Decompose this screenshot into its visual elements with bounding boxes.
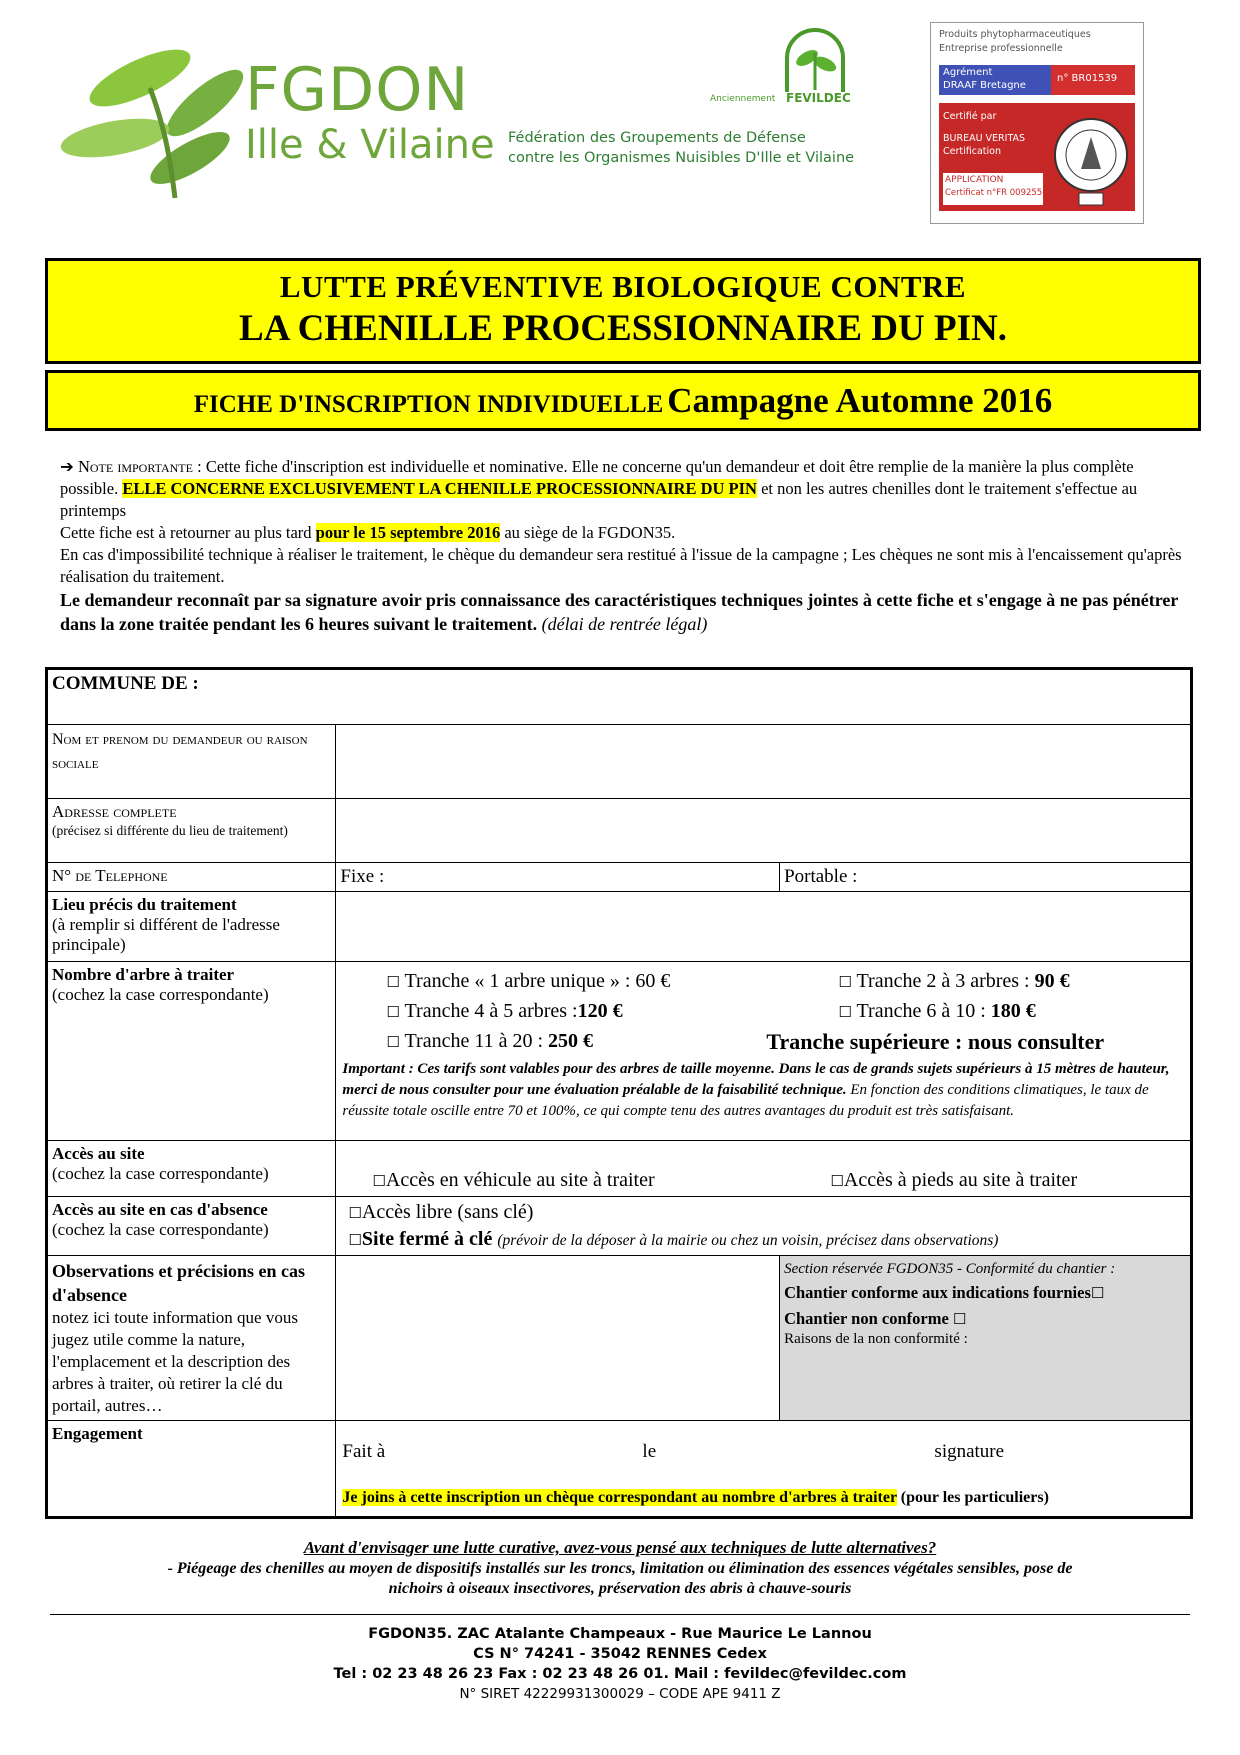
site-ferme-option[interactable] bbox=[348, 1228, 998, 1251]
cert-agrement: Agrément bbox=[943, 67, 993, 78]
cert-bv: BUREAU VERITAS bbox=[943, 133, 1026, 144]
fevildec-name: FEVILDEC bbox=[786, 91, 851, 105]
footer-siret: N° SIRET 42229931300029 – CODE APE 9411 Z bbox=[459, 1686, 781, 1702]
cert-number: n° BR01539 bbox=[1057, 73, 1118, 84]
acces-vehicule-label: Accès en véhicule au site à traiter bbox=[385, 1169, 655, 1191]
nombre-label-cell bbox=[47, 962, 336, 1141]
acces-cochez: (cochez la case correspondante) bbox=[52, 1164, 269, 1183]
important-italic: En fonction des conditions climatiques, le taux de réussite totale oscille entre 70 et 100%, ce qui compte tenu des autres avantages du produit est très satisfaisant. bbox=[342, 1082, 1149, 1119]
site-ferme-label: Site fermé à clé bbox=[361, 1228, 493, 1250]
tranche-2-option[interactable] bbox=[838, 970, 1069, 993]
note-text-2: et non les autres chenilles dont le traitement s'effectue au printemps bbox=[60, 479, 1138, 520]
observations-label: Observations et précisions en cas d'absence bbox=[52, 1261, 305, 1305]
title-line-2: LA CHENILLE PROCESSIONNAIRE DU PIN. bbox=[239, 308, 1007, 349]
commune-label: COMMUNE DE : bbox=[52, 673, 199, 694]
nombre-row bbox=[47, 962, 1192, 1141]
important-bold: Important : Ces tarifs sont valables pour des arbres de taille moyenne. Dans le cas de grands sujets supérieurs à 15 mètres de hauteur, merci de nous consulter pour une évaluation préalable de la faisabilité technique. bbox=[342, 1061, 1170, 1098]
alternative-line-2: nichoirs à oiseaux insectivores, préservation des abris à chauve-souris bbox=[388, 1580, 852, 1597]
cert-certification: Certification bbox=[943, 146, 1001, 157]
inscription-form bbox=[45, 667, 1193, 1519]
logo-subtitle: Ille & Vilaine bbox=[245, 122, 495, 168]
cert-red-band bbox=[939, 103, 1135, 211]
fevildec-arch-icon bbox=[782, 28, 848, 94]
engagement-italic: (délai de rentrée légal) bbox=[541, 614, 708, 634]
absence-label: Accès au site en cas d'absence bbox=[52, 1200, 268, 1219]
tranche-5-price: 250 € bbox=[548, 1030, 594, 1052]
important-note bbox=[342, 1059, 1182, 1122]
nom-input[interactable] bbox=[336, 725, 1192, 799]
absence-cochez: (cochez la case correspondante) bbox=[52, 1220, 269, 1239]
tranche-3-checkbox[interactable]: ☐ bbox=[386, 1003, 400, 1021]
site-ferme-note: (prévoir de la déposer à la mairie ou chez un voisin, précisez dans observations) bbox=[497, 1232, 999, 1249]
tranche-2-label: Tranche 2 à 3 arbres : bbox=[856, 970, 1030, 992]
adresse-note: (précisez si différente du lieu de traitement) bbox=[52, 823, 288, 838]
note-label: Note importante : bbox=[77, 457, 202, 476]
fgdon-reserved-section bbox=[780, 1256, 1192, 1421]
cheque-line bbox=[342, 1489, 1049, 1507]
tranche-4-checkbox[interactable]: ☐ bbox=[838, 1003, 852, 1021]
cert-certifie: Certifié par bbox=[943, 111, 997, 122]
tranche-3-label: Tranche 4 à 5 arbres : bbox=[404, 1000, 578, 1022]
non-conforme-label: Chantier non conforme bbox=[784, 1309, 949, 1328]
cert-line-2: Entreprise professionnelle bbox=[939, 43, 1063, 54]
nombre-options-cell bbox=[336, 962, 1192, 1141]
lieu-input[interactable] bbox=[336, 892, 1192, 962]
site-ferme-checkbox[interactable]: ☐ bbox=[348, 1231, 362, 1249]
acces-vehicule-checkbox[interactable]: ☐ bbox=[372, 1172, 386, 1190]
engagement-row bbox=[47, 1421, 1192, 1518]
non-conforme-option[interactable] bbox=[784, 1309, 1186, 1329]
footer-address-2: CS N° 74241 - 35042 RENNES Cedex bbox=[473, 1646, 767, 1662]
tranche-4-price: 180 € bbox=[990, 1000, 1036, 1022]
adresse-label-cell bbox=[47, 799, 336, 863]
tranche-3-option[interactable] bbox=[386, 1000, 622, 1023]
return-date: pour le 15 septembre 2016 bbox=[315, 523, 501, 542]
telephone-label: N° de Telephone bbox=[47, 863, 336, 892]
acces-row bbox=[47, 1141, 1192, 1197]
telephone-portable-label: Portable : bbox=[784, 866, 858, 887]
acces-options-cell bbox=[336, 1141, 1192, 1197]
absence-label-cell bbox=[47, 1197, 336, 1256]
adresse-label: Adresse complete bbox=[52, 802, 177, 821]
conforme-checkbox[interactable]: ☐ bbox=[1090, 1284, 1105, 1302]
cert-draaf: DRAAF Bretagne bbox=[943, 80, 1026, 91]
cert-blue-band bbox=[939, 65, 1135, 95]
lieu-label-cell bbox=[47, 892, 336, 962]
observations-label-cell bbox=[47, 1256, 336, 1421]
engagement-label: Engagement bbox=[47, 1421, 336, 1518]
acces-libre-option[interactable] bbox=[348, 1201, 533, 1224]
cheque-after: (pour les particuliers) bbox=[900, 1489, 1049, 1506]
adresse-row bbox=[47, 799, 1192, 863]
lieu-label: Lieu précis du traitement bbox=[52, 895, 237, 914]
tranche-5-option[interactable] bbox=[386, 1030, 593, 1053]
fait-a-field[interactable]: Fait à bbox=[342, 1441, 386, 1462]
campagne-label: Campagne Automne 2016 bbox=[667, 381, 1053, 420]
acces-libre-label: Accès libre (sans clé) bbox=[361, 1201, 534, 1223]
federation-line-1: Fédération des Groupements de Défense bbox=[508, 130, 806, 146]
footer-address-1 bbox=[45, 1626, 1195, 1642]
engagement-paragraph bbox=[60, 588, 1185, 636]
conforme-option[interactable] bbox=[784, 1283, 1186, 1303]
bureau-veritas-seal-icon bbox=[1051, 111, 1131, 207]
tranche-5-checkbox[interactable]: ☐ bbox=[386, 1033, 400, 1051]
tranche-5-label: Tranche 11 à 20 : bbox=[404, 1030, 544, 1052]
observations-input[interactable] bbox=[336, 1256, 780, 1421]
tranche-4-label: Tranche 6 à 10 : bbox=[856, 1000, 986, 1022]
absence-row bbox=[47, 1197, 1192, 1256]
fevildec-logo bbox=[700, 28, 860, 108]
raisons-label: Raisons de la non conformité : bbox=[784, 1331, 968, 1347]
adresse-input[interactable] bbox=[336, 799, 1192, 863]
acces-pieds-option[interactable] bbox=[830, 1169, 1077, 1192]
tranche-2-price: 90 € bbox=[1034, 970, 1070, 992]
telephone-fixe-label: Fixe : bbox=[340, 866, 385, 887]
return-after: au siège de la FGDON35. bbox=[504, 523, 676, 542]
fiche-label: FICHE D'INSCRIPTION INDIVIDUELLE bbox=[193, 391, 664, 418]
alternative-line-1: - Piégeage des chenilles au moyen de dispositifs installés sur les troncs, limitation ou élimination des essences végétales sensibles, pose de bbox=[167, 1560, 1073, 1577]
engagement-bold: Le demandeur reconnaît par sa signature avoir pris connaissance des caractéristiques techniques jointes à cette fiche et s'engage à ne pas pénétrer dans la zone traitée pendant les 6 heures suivant le traitement. bbox=[60, 590, 1179, 634]
cert-line-1: Produits phytopharmaceutiques bbox=[939, 29, 1091, 40]
commune-row bbox=[47, 669, 1192, 725]
footer-divider bbox=[50, 1614, 1190, 1615]
tranche-1-label: Tranche « 1 arbre unique » : 60 € bbox=[404, 970, 671, 992]
footer-org: FGDON35. bbox=[368, 1626, 453, 1642]
fevildec-prefix: Anciennement bbox=[710, 94, 776, 104]
certification-badge bbox=[930, 22, 1144, 224]
signature-field[interactable]: signature bbox=[934, 1441, 1005, 1462]
return-paragraph bbox=[60, 522, 1185, 544]
cert-application-box bbox=[943, 173, 1051, 205]
cheque-highlight: Je joins à cette inscription un chèque correspondant au nombre d'arbres à traiter bbox=[342, 1489, 897, 1506]
return-before: Cette fiche est à retourner au plus tard bbox=[60, 523, 312, 542]
arrow-icon: ➔ bbox=[60, 457, 74, 476]
acces-pieds-label: Accès à pieds au site à traiter bbox=[843, 1169, 1078, 1191]
acces-label: Accès au site bbox=[52, 1144, 145, 1163]
acces-label-cell bbox=[47, 1141, 336, 1197]
acces-vehicule-option[interactable] bbox=[372, 1169, 654, 1192]
tranche-2-checkbox[interactable]: ☐ bbox=[838, 973, 852, 991]
telephone-portable-input[interactable] bbox=[780, 863, 1192, 892]
intro-text bbox=[60, 456, 1185, 636]
tranche-3-price: 120 € bbox=[577, 1000, 623, 1022]
note-text: Cette fiche d'inscription est individuelle et nominative. Elle ne concerne qu'un demandeur et doit être remplie de la manière la plus complète possible. bbox=[60, 457, 1134, 498]
non-conforme-checkbox[interactable]: ☐ bbox=[952, 1310, 967, 1328]
federation-line-2: contre les Organismes Nuisibles D'Ille et Vilaine bbox=[508, 150, 855, 166]
nom-row bbox=[47, 725, 1192, 799]
footer-contact: Tel : 02 23 48 26 23 Fax : 02 23 48 26 01. Mail : fevildec@fevildec.com bbox=[333, 1666, 907, 1682]
impossible-paragraph: En cas d'impossibilité technique à réaliser le traitement, le chèque du demandeur sera restitué à l'issue de la campagne ; Les chèques ne sont mis à l'encaissement qu'après réalisation du traitement. bbox=[60, 545, 1182, 586]
tranche-superieure: Tranche supérieure : nous consulter bbox=[766, 1029, 1105, 1054]
acces-libre-checkbox[interactable]: ☐ bbox=[348, 1204, 362, 1222]
tranche-4-option[interactable] bbox=[838, 1000, 1035, 1023]
title-banner bbox=[45, 258, 1201, 364]
lieu-note: (à remplir si différent de l'adresse principale) bbox=[52, 915, 280, 954]
absence-options-cell bbox=[336, 1197, 1192, 1256]
observations-row bbox=[47, 1256, 1192, 1421]
reserved-section-title: Section réservée FGDON35 - Conformité du chantier : bbox=[784, 1261, 1116, 1277]
nombre-cochez: (cochez la case correspondante) bbox=[52, 985, 269, 1004]
cert-certificat: Certificat n°FR 009255-3 bbox=[945, 188, 1051, 198]
commune-field[interactable] bbox=[47, 669, 1192, 725]
nombre-label: Nombre d'arbre à traiter bbox=[52, 965, 235, 984]
tranche-1-option[interactable] bbox=[386, 970, 670, 993]
acces-pieds-checkbox[interactable]: ☐ bbox=[830, 1172, 844, 1190]
observations-note: notez ici toute information que vous jugez utile comme la nature, l'emplacement et la description des arbres à traiter, où retirer la clé du portail, autres… bbox=[52, 1308, 298, 1415]
alternative-question: Avant d'envisager une lutte curative, avez-vous pensé aux techniques de lutte alternatives? bbox=[303, 1538, 937, 1557]
conforme-label: Chantier conforme aux indications fournies bbox=[784, 1283, 1091, 1302]
nom-label: Nom et prenom du demandeur ou raison sociale bbox=[47, 725, 336, 799]
note-paragraph bbox=[60, 456, 1185, 522]
telephone-row bbox=[47, 863, 1192, 892]
note-highlight: ELLE CONCERNE EXCLUSIVEMENT LA CHENILLE PROCESSIONNAIRE DU PIN bbox=[122, 479, 757, 498]
title-line-1: LUTTE PRÉVENTIVE BIOLOGIQUE CONTRE bbox=[279, 269, 967, 304]
tranche-1-checkbox[interactable]: ☐ bbox=[386, 973, 400, 991]
date-field[interactable]: le bbox=[642, 1441, 657, 1462]
logo-title: FGDON bbox=[245, 55, 470, 125]
subtitle-banner bbox=[45, 370, 1201, 431]
footer-address-line-1: ZAC Atalante Champeaux - Rue Maurice Le Lannou bbox=[457, 1626, 872, 1642]
telephone-fixe-input[interactable] bbox=[336, 863, 780, 892]
cert-number-band bbox=[1051, 65, 1135, 95]
cert-application: APPLICATION bbox=[945, 175, 1004, 185]
engagement-cell bbox=[336, 1421, 1192, 1518]
lieu-row bbox=[47, 892, 1192, 962]
plant-leaves-icon bbox=[55, 28, 255, 203]
